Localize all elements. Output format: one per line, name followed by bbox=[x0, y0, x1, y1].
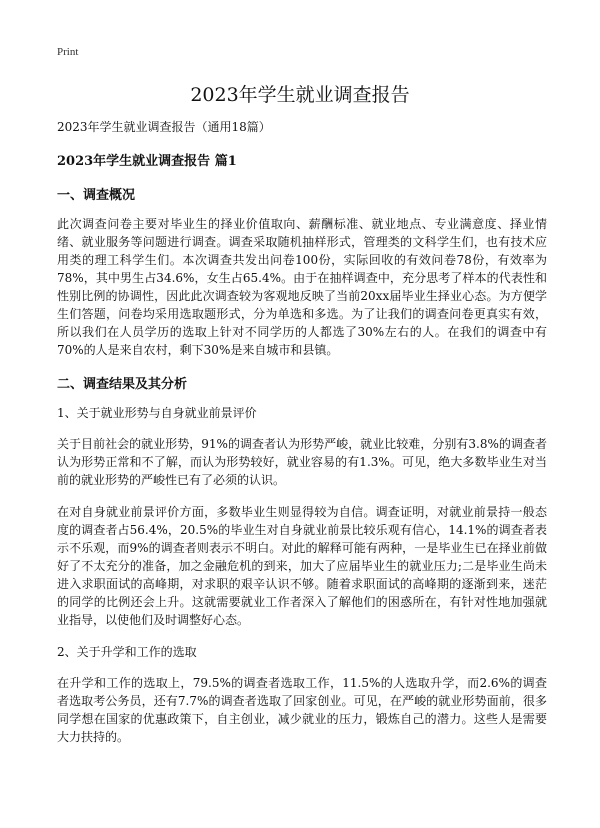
page-title: 2023年学生就业调查报告 bbox=[190, 84, 410, 106]
self-outlook-paragraph: 在对自身就业前景评价方面，多数毕业生则显得较为自信。调查证明，对就业前景持一般态度的调查者占56.4%，20.5%的毕业生对自身就业前景比较乐观有信心，14.1%的调查者表示不乐观，而9%的调查者则表示不明白。对此的解释可能有两种，一是毕业生已在择业前做好了不太充分的准备，加之金融危机的到来，加大了应届毕业生的就业压力;二是毕业生尚未进入求职面试的高峰期，对求职的艰辛认识不够。随着求职面试的高峰期的逐渐到来，迷茫的同学的比例还会上升。这就需要就业工作者深入了解他们的困惑所在，有针对性地加强就业指导，以使他们及时调整好心态。 bbox=[57, 505, 547, 627]
overview-paragraph: 此次调查问卷主要对毕业生的择业价值取向、薪酬标准、就业地点、专业满意度、择业情绪、就业服务等问题进行调查。调查采取随机抽样形式，管理类的文科学生们，也有技术应用类的理工科学生们。本次调查共发出问卷100份，实际回收的有效问卷78份，有效率为78%，其中男生占34.6%，女生占65.4%。由于在抽样调查中，充分思考了样本的代表性和性别比例的协调性，因此此次调查较为客观地反映了当前20xx届毕业生择业心态。为方便学生们答题，问卷均采用选取题形式，分为单选和多选。为了让我们的调查问卷更真实有效，所以我们在人员学历的选取上针对不同学历的人都选了30%左右的人。在我们的调查中有70%的人是来自农村，剩下30%是来自城市和县镇。 bbox=[57, 217, 547, 357]
subsection-heading-study-or-work: 2、关于升学和工作的选取 bbox=[57, 645, 197, 659]
document-subtitle: 2023年学生就业调查报告（通用18篇） bbox=[57, 120, 271, 134]
document-body bbox=[57, 118, 547, 760]
article-title: 2023年学生就业调查报告 篇1 bbox=[57, 154, 237, 169]
study-or-work-paragraph: 在升学和工作的选取上，79.5%的调查者选取工作，11.5%的人选取升学，而2.6%的调查者选取考公务员，还有7.7%的调查者选取了回家创业。可见，在严峻的就业形势面前，很多同学想在国家的优惠政策下，自主创业，减少就业的压力，锻炼自己的潜力。这些人是需要大力扶持的。 bbox=[57, 676, 547, 744]
subsection-heading-employment-outlook: 1、关于就业形势与自身就业前景评价 bbox=[57, 406, 257, 420]
print-label: Print bbox=[57, 46, 79, 58]
section-heading-overview: 一、调查概况 bbox=[57, 188, 136, 203]
section-heading-results: 二、调查结果及其分析 bbox=[57, 377, 188, 392]
employment-situation-paragraph: 关于目前社会的就业形势，91%的调查者认为形势严峻，就业比较难，分别有3.8%的调查者认为形势正常和不了解，而认为形势较好，就业容易的有1.3%。可见，绝大多数毕业生对当前的就业形势的严峻性已有了必须的认识。 bbox=[57, 437, 547, 487]
